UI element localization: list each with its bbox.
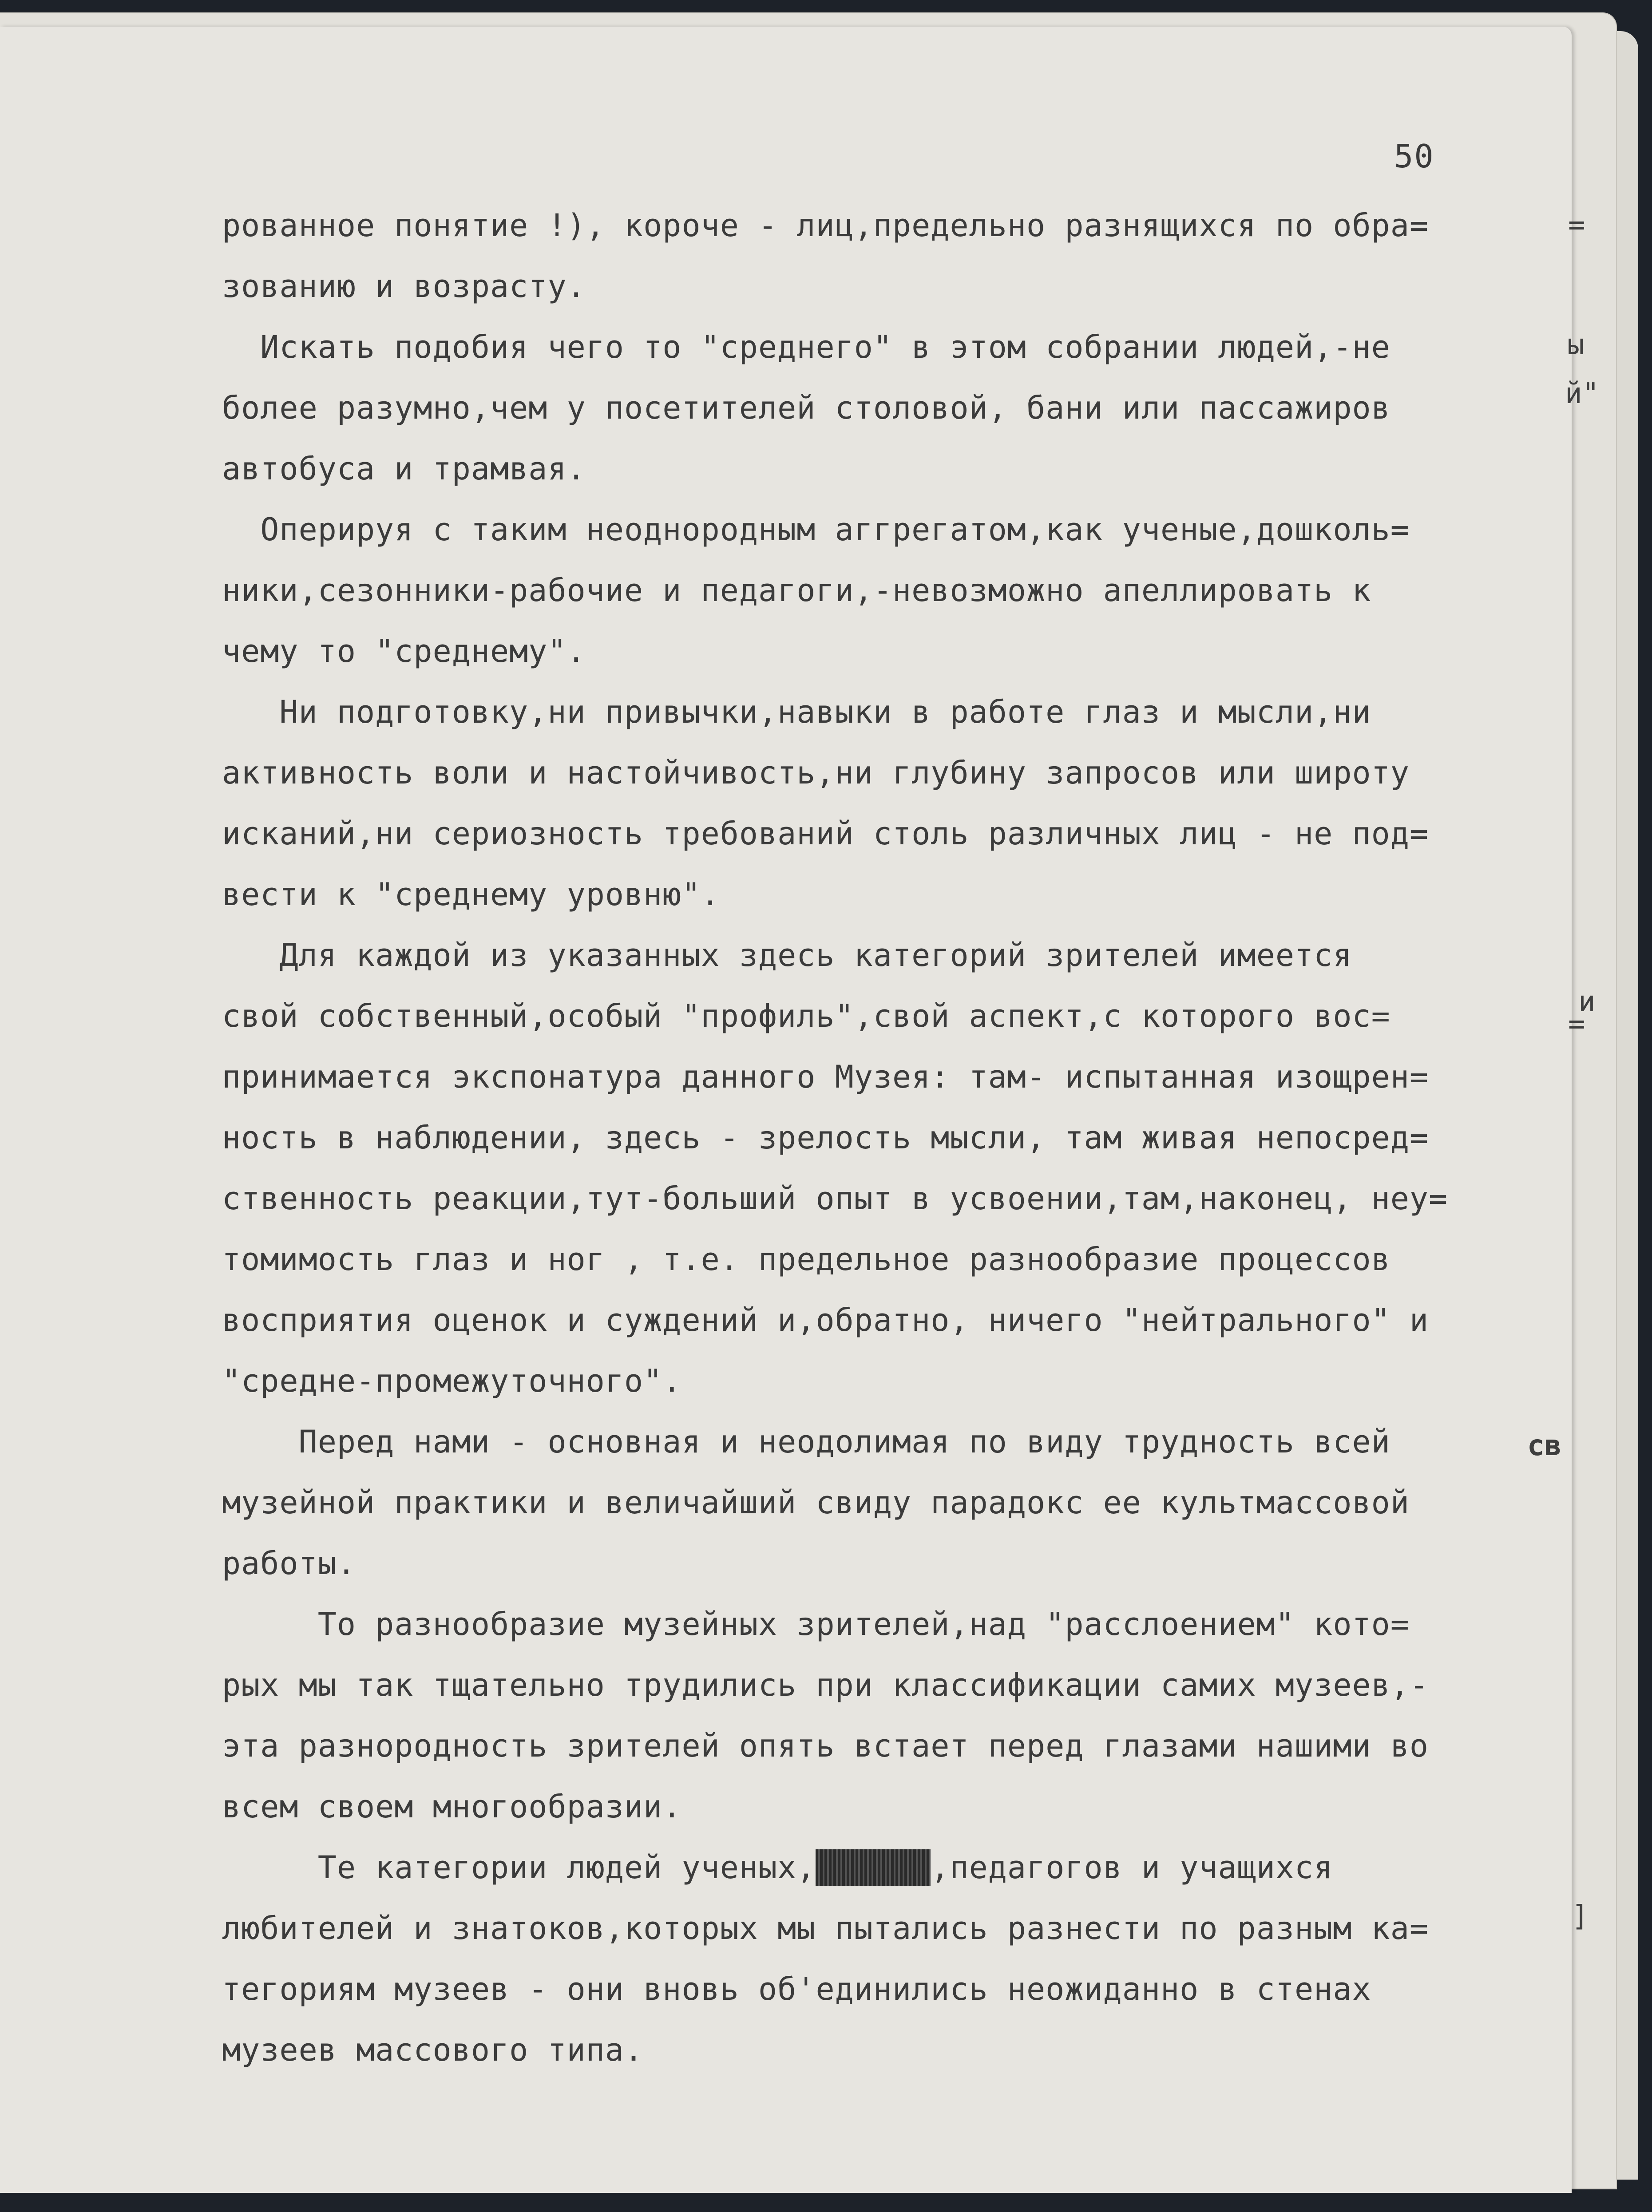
text-line: ственность реакции,тут-больший опыт в усвоении,там,наконец, неу=	[222, 1180, 1448, 1217]
text-line: автобуса и трамвая.	[222, 451, 586, 487]
text-line: Оперируя с таким неоднородным аггрегатом,как ученые,дошколь=	[222, 511, 1410, 548]
text-line: работы.	[222, 1545, 357, 1582]
text-line: восприятия оценок и суждений и,обратно, ничего "нейтрального" и	[222, 1302, 1429, 1338]
text-line: чему то "среднему".	[222, 633, 586, 669]
edge-mark: й"	[1565, 377, 1600, 410]
edge-mark: ]	[1572, 1900, 1589, 1933]
text-line-with-redaction	[222, 1837, 1536, 1898]
text-line: "средне-промежуточного".	[222, 1363, 682, 1399]
text-line: рых мы так тщательно трудились при классификации самих музеев,-	[222, 1667, 1429, 1703]
body-text	[222, 195, 1536, 2081]
text-line: Перед нами - основная и неодолимая по виду трудность всей	[222, 1424, 1391, 1460]
text-line: всем своем многообразии.	[222, 1789, 682, 1825]
text-line: более разумно,чем у посетителей столовой, бани или пассажиров	[222, 390, 1391, 426]
edge-mark: =	[1568, 209, 1585, 241]
text-line: То разнообразие музейных зрителей,над "расслоением" кото=	[222, 1606, 1410, 1642]
text-line: тегориям музеев - они вновь об'единились неожиданно в стенах	[222, 1971, 1371, 2007]
text-line: зованию и возрасту.	[222, 268, 586, 305]
page-number: 50	[1394, 138, 1434, 175]
line-start: Те категории людей ученых,	[222, 1849, 816, 1886]
text-line: ники,сезонники-рабочие и педагоги,-невозможно апеллировать к	[222, 572, 1371, 609]
text-line: любителей и знатоков,которых мы пытались разнести по разным ка=	[222, 1910, 1429, 1947]
text-line: музейной практики и величайший свиду парадокс ее культмассовой	[222, 1484, 1410, 1521]
text-line: музеев массового типа.	[222, 2032, 644, 2068]
text-line: активность воли и настойчивость,ни глубину запросов или широту	[222, 755, 1410, 791]
text-line: Искать подобия чего то "среднего" в этом собрании людей,-не	[222, 329, 1391, 365]
text-line: вести к "среднему уровню".	[222, 876, 720, 913]
text-line: исканий,ни сериозность требований столь различных лиц - не под=	[222, 815, 1429, 852]
typewritten-page	[0, 27, 1572, 2193]
text-line: Ни подготовку,ни привычки,навыки в работе глаз и мысли,ни	[222, 694, 1371, 730]
edge-mark: =	[1568, 1008, 1585, 1041]
text-line: ность в наблюдении, здесь - зрелость мысли, там живая непосред=	[222, 1120, 1429, 1156]
edge-mark: св	[1527, 1429, 1562, 1462]
edge-mark: ы	[1567, 328, 1585, 361]
text-line: принимается экспонатура данного Музея: там- испытанная изощрен=	[222, 1059, 1429, 1095]
line-end: ,педагогов и учащихся	[931, 1849, 1333, 1886]
edge-mark: и	[1578, 985, 1596, 1018]
text-line: эта разнородность зрителей опять встает перед глазами нашими во	[222, 1728, 1429, 1764]
text-line: Для каждой из указанных здесь категорий зрителей имеется	[222, 937, 1352, 973]
text-line: рованное понятие !), короче - лиц,предельно разнящихся по обра=	[222, 207, 1429, 244]
redacted-word	[816, 1849, 931, 1886]
text-line: томимость глаз и ног , т.е. предельное разнообразие процессов	[222, 1241, 1391, 1278]
text-line: свой собственный,особый "профиль",свой аспект,с которого вос=	[222, 998, 1391, 1034]
